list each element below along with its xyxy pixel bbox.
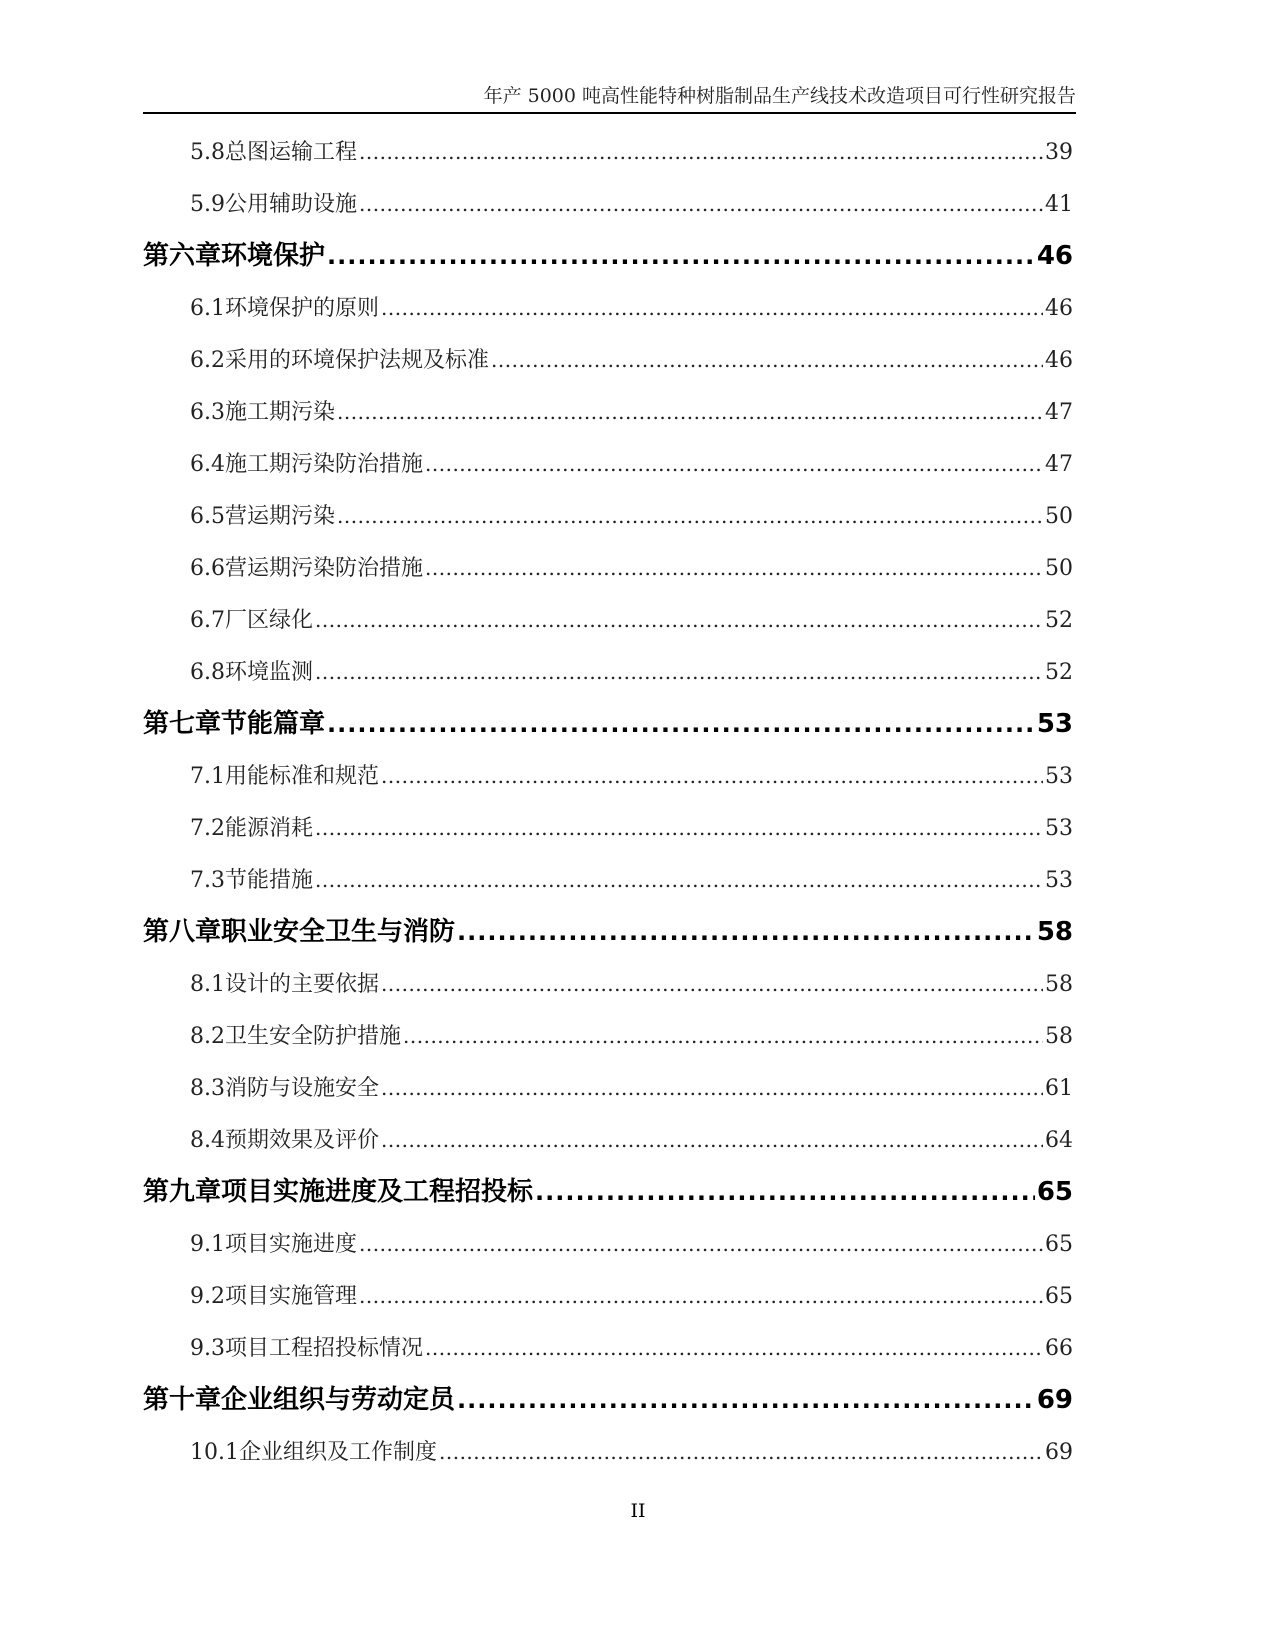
toc-title: 项目实施管理: [225, 1284, 358, 1309]
toc-number: 6.8: [190, 660, 225, 685]
toc-entry-6-4[interactable]: [143, 438, 1073, 490]
toc-entry-6-7[interactable]: [143, 594, 1073, 646]
toc-entry-5-8[interactable]: [143, 126, 1073, 178]
toc-number: 6.3: [190, 400, 225, 425]
toc-entry-9-3[interactable]: [143, 1322, 1073, 1374]
toc-entry-6-5[interactable]: [143, 490, 1073, 542]
dot-leader: [381, 282, 1043, 335]
toc-title: 能源消耗: [225, 816, 314, 841]
toc-entry-8-3[interactable]: [143, 1062, 1073, 1114]
dot-leader: [327, 698, 1035, 750]
toc-number: 9.3: [190, 1336, 225, 1361]
toc-title: 环境保护的原则: [225, 296, 380, 321]
toc-entry-8-4[interactable]: [143, 1114, 1073, 1166]
dot-leader: [457, 906, 1035, 958]
toc-number: 6.5: [190, 504, 225, 529]
toc-page: 53: [1036, 709, 1073, 739]
toc-page: 52: [1045, 608, 1073, 633]
toc-entry-7-2[interactable]: [143, 802, 1073, 854]
toc-number: 5.9: [190, 192, 225, 217]
toc-title: 施工期污染: [225, 400, 336, 425]
toc-entry-7-1[interactable]: [143, 750, 1073, 802]
dot-leader: [315, 854, 1043, 907]
toc-entry-9-2[interactable]: [143, 1270, 1073, 1322]
dot-leader: [359, 178, 1043, 231]
toc-number: 6.4: [190, 452, 225, 477]
toc-number: 9.2: [190, 1284, 225, 1309]
toc-number: 10.1: [190, 1440, 239, 1465]
toc-entry-6-1[interactable]: [143, 282, 1073, 334]
toc-title: 项目工程招投标情况: [225, 1336, 424, 1361]
toc-page: 53: [1045, 868, 1073, 893]
toc-entry-7-3[interactable]: [143, 854, 1073, 906]
toc-page: 53: [1045, 764, 1073, 789]
dot-leader: [535, 1166, 1035, 1218]
toc-chapter-8[interactable]: [143, 906, 1073, 958]
toc-number: 7.2: [190, 816, 225, 841]
toc-entry-6-3[interactable]: [143, 386, 1073, 438]
toc-page: 47: [1045, 400, 1073, 425]
page-header: [143, 80, 1076, 114]
toc-number: 9.1: [190, 1232, 225, 1257]
toc-number: 8.4: [190, 1128, 225, 1153]
toc-entry-6-2[interactable]: [143, 334, 1073, 386]
toc-title: 用能标准和规范: [225, 764, 380, 789]
toc-entry-6-8[interactable]: [143, 646, 1073, 698]
toc-title: 卫生安全防护措施: [225, 1024, 402, 1049]
toc-number: 6.7: [190, 608, 225, 633]
toc-entry-8-2[interactable]: [143, 1010, 1073, 1062]
toc-page: 41: [1045, 192, 1073, 217]
toc-chapter-10[interactable]: [143, 1374, 1073, 1426]
toc-chapter-7[interactable]: [143, 698, 1073, 750]
dot-leader: [327, 230, 1035, 282]
dot-leader: [491, 334, 1043, 387]
toc-page: 39: [1045, 140, 1073, 165]
toc-title: 节能措施: [225, 868, 314, 893]
chapter-number: 第六章: [143, 241, 222, 271]
toc-chapter-6[interactable]: [143, 230, 1073, 282]
toc-entry-9-1[interactable]: [143, 1218, 1073, 1270]
page-number: II: [630, 1500, 646, 1522]
toc-page: 66: [1045, 1336, 1073, 1361]
toc-page: 50: [1045, 504, 1073, 529]
chapter-title: 项目实施进度及工程招投标: [221, 1177, 534, 1207]
chapter-title: 企业组织与劳动定员: [221, 1385, 456, 1415]
toc-page: 53: [1045, 816, 1073, 841]
toc-page: 58: [1045, 1024, 1073, 1049]
toc-page: 58: [1036, 917, 1073, 947]
toc-page: 65: [1045, 1232, 1073, 1257]
chapter-number: 第七章: [143, 709, 222, 739]
dot-leader: [359, 1218, 1043, 1271]
toc-entry-10-1[interactable]: [143, 1426, 1073, 1478]
toc-page: 50: [1045, 556, 1073, 581]
toc-entry-5-9[interactable]: [143, 178, 1073, 230]
toc-title: 项目实施进度: [225, 1232, 358, 1257]
dot-leader: [381, 958, 1043, 1011]
toc-title: 厂区绿化: [225, 608, 314, 633]
toc-page: 52: [1045, 660, 1073, 685]
dot-leader: [381, 1114, 1043, 1167]
chapter-number: 第九章: [143, 1177, 222, 1207]
toc-number: 6.2: [190, 348, 225, 373]
dot-leader: [315, 802, 1043, 855]
toc-page: 47: [1045, 452, 1073, 477]
toc-page: 46: [1036, 241, 1073, 271]
dot-leader: [457, 1374, 1035, 1426]
table-of-contents: [143, 126, 1073, 1478]
toc-number: 8.3: [190, 1076, 225, 1101]
dot-leader: [359, 1270, 1043, 1323]
toc-page: 69: [1036, 1385, 1073, 1415]
toc-number: 7.3: [190, 868, 225, 893]
toc-page: 65: [1036, 1177, 1073, 1207]
toc-page: 61: [1045, 1076, 1073, 1101]
dot-leader: [403, 1010, 1043, 1063]
toc-title: 施工期污染防治措施: [225, 452, 424, 477]
dot-leader: [381, 1062, 1043, 1115]
toc-page: 65: [1045, 1284, 1073, 1309]
chapter-number: 第八章: [143, 917, 222, 947]
toc-title: 设计的主要依据: [225, 972, 380, 997]
toc-number: 5.8: [190, 140, 225, 165]
toc-title: 总图运输工程: [225, 140, 358, 165]
toc-number: 7.1: [190, 764, 225, 789]
toc-title: 环境监测: [225, 660, 314, 685]
toc-title: 公用辅助设施: [225, 192, 358, 217]
toc-title: 企业组织及工作制度: [238, 1440, 437, 1465]
toc-entry-6-6[interactable]: [143, 542, 1073, 594]
dot-leader: [425, 438, 1043, 491]
toc-number: 8.2: [190, 1024, 225, 1049]
toc-page: 64: [1045, 1128, 1073, 1153]
report-title: 年产 5000 吨高性能特种树脂制品生产线技术改造项目可行性研究报告: [483, 85, 1076, 107]
dot-leader: [337, 386, 1043, 439]
dot-leader: [337, 490, 1043, 543]
dot-leader: [359, 126, 1043, 179]
toc-number: 8.1: [190, 972, 225, 997]
page-footer: [0, 1500, 1276, 1522]
toc-title: 消防与设施安全: [225, 1076, 380, 1101]
toc-page: 46: [1045, 296, 1073, 321]
chapter-number: 第十章: [143, 1385, 222, 1415]
dot-leader: [425, 1322, 1043, 1375]
toc-title: 营运期污染防治措施: [225, 556, 424, 581]
toc-title: 采用的环境保护法规及标准: [225, 348, 490, 373]
toc-title: 预期效果及评价: [225, 1128, 380, 1153]
dot-leader: [381, 750, 1043, 803]
toc-chapter-9[interactable]: [143, 1166, 1073, 1218]
dot-leader: [425, 542, 1043, 595]
dot-leader: [315, 594, 1043, 647]
toc-page: 69: [1045, 1440, 1073, 1465]
toc-entry-8-1[interactable]: [143, 958, 1073, 1010]
chapter-title: 节能篇章: [221, 709, 326, 739]
toc-page: 46: [1045, 348, 1073, 373]
toc-number: 6.6: [190, 556, 225, 581]
dot-leader: [439, 1426, 1043, 1479]
chapter-title: 职业安全卫生与消防: [221, 917, 456, 947]
chapter-title: 环境保护: [221, 241, 326, 271]
toc-page: 58: [1045, 972, 1073, 997]
dot-leader: [315, 646, 1043, 699]
toc-title: 营运期污染: [225, 504, 336, 529]
toc-number: 6.1: [190, 296, 225, 321]
